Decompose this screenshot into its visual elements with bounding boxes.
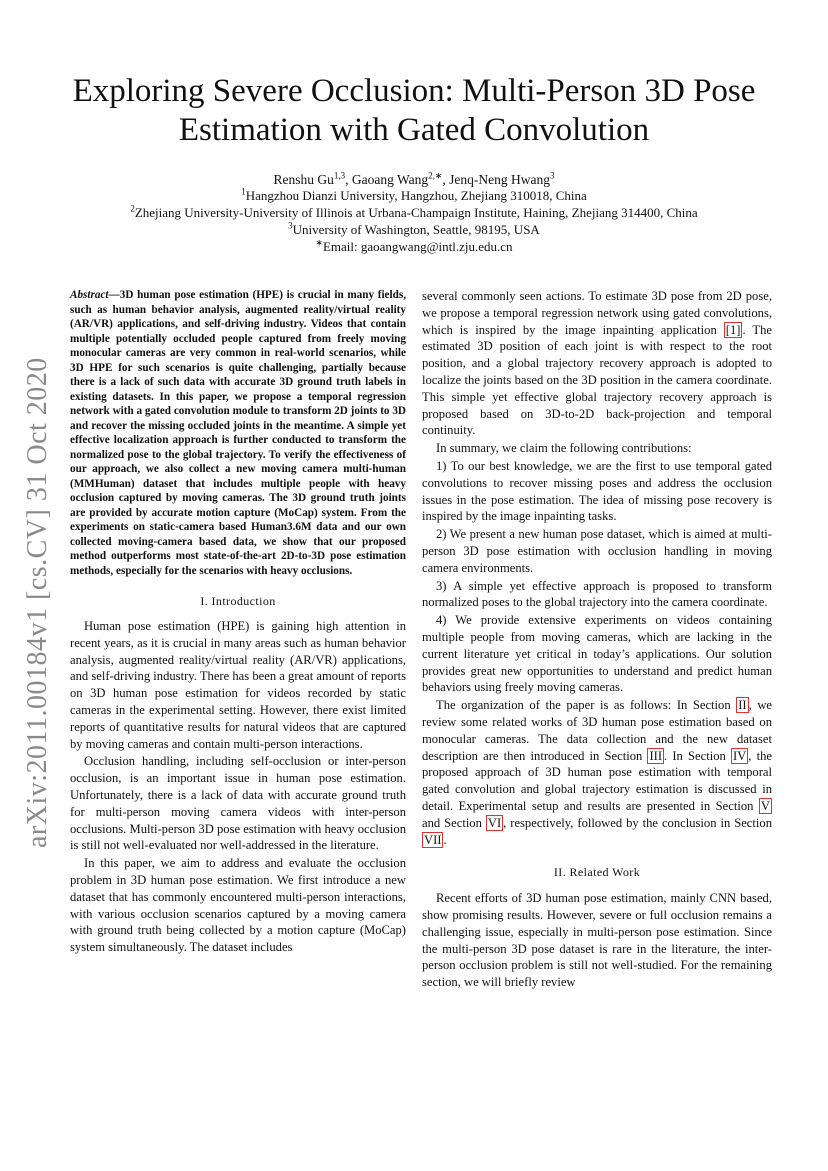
- paragraph-text: The organization of the paper is as follows: In Section: [436, 698, 737, 713]
- affiliation-3-text: University of Washington, Seattle, 98195, USA: [292, 222, 540, 237]
- affiliation-1: [40, 187, 788, 204]
- section-ref-link[interactable]: III: [649, 748, 663, 763]
- author-2-affil: 2,∗: [428, 170, 443, 181]
- title-line-1: Exploring Severe Occlusion: Multi-Person 3D Pose: [72, 73, 756, 109]
- abstract-label: Abstract: [70, 289, 109, 301]
- affiliation-3: [40, 221, 788, 238]
- author-list: Renshu Gu$^{1,3}$, Gaoang Wang$^{2,∗}$, Jenq-Neng Hwang$^3$: [273, 170, 555, 187]
- abstract: [70, 288, 406, 578]
- contribution-4: 4) We provide extensive experiments on videos containing multiple people from moving cameras, which are lacking in the current literature yet critical in today’s applications. Our solution provides great new opportunities to understand and predict human behaviors using freely moving cameras.: [422, 613, 772, 695]
- paragraph-text: , the proposed approach of 3D human pose estimation with temporal gated convolution and global trajectory estimation is discussed in detail. Experimental setup and results are presented in Section: [422, 748, 772, 813]
- left-column: [70, 288, 406, 956]
- citation-link[interactable]: [1]: [725, 322, 741, 337]
- author-2: Gaoang Wang: [351, 172, 429, 187]
- related-work-paragraph-1: Recent efforts of 3D human pose estimation, mainly CNN based, show promising results. However, severe or full occlusion remains a challenging issue, especially in multi-person pose estimation. Since the multi-person 3D pose dataset is rare in the literature, the inter-person occlusion problem is still not well-studied. For the remaining section, we will briefly review: [422, 891, 772, 990]
- paper-title: [40, 72, 788, 150]
- author-1-affil: 1,3: [333, 170, 346, 181]
- contribution-3: 3) A simple yet effective approach is proposed to transform normalized poses to the global trajectory into the camera coordinate.: [422, 578, 772, 610]
- email-text: Email: gaoangwang@intl.zju.edu.cn: [322, 239, 513, 254]
- affiliation-2: [40, 204, 788, 221]
- contributions-intro: In summary, we claim the following contributions:: [436, 441, 692, 456]
- affiliation-2-marker: 2: [130, 203, 135, 214]
- right-column: [422, 288, 772, 991]
- section-heading-introduction: I. Introduction: [200, 594, 276, 608]
- section-heading-related-work: II. Related Work: [553, 865, 641, 880]
- arxiv-side-label: arXiv:2011.00184v1 [cs.CV] 31 Oct 2020: [22, 357, 53, 848]
- author-3: Jenq-Neng Hwang: [449, 172, 551, 187]
- author-3-affil: 3: [550, 170, 555, 181]
- intro-paragraph-2: Occlusion handling, including self-occlusion or inter-person occlusion, is an important issue in human pose estimation. Unfortunately, there is a lack of data with accurate ground truth for multi-person moving camera videos with inter-person occlusions. Multi-person 3D pose estimation with heavy occlusion is still not well-evaluated nor well-addressed in the literature.: [70, 754, 406, 853]
- paragraph-text: , we review some related works of 3D human pose estimation based on monocular cameras. The data collection and the new dataset description are then introduced in Section: [422, 698, 773, 763]
- paragraph-text: .: [443, 832, 447, 847]
- intro-paragraph-4: [422, 288, 772, 439]
- intro-paragraph-1: Human pose estimation (HPE) is gaining high attention in recent years, as it is crucial in many areas such as human behavior analysis, augmented reality/virtual reality (AR/VR) applications, and self-driving industry. There has been a great amount of reports on 3D human pose estimation for videos recorded by static cameras in the experimental setting. However, there exist limited reports of quantitative results for natural videos that are captured by moving cameras and contain multi-person interactions.: [70, 619, 406, 751]
- email-marker: ∗: [315, 237, 323, 248]
- affiliation-3-marker: 3: [288, 220, 293, 231]
- paragraph-text: and Section: [422, 815, 486, 830]
- contribution-1: 1) To our best knowledge, we are the first to use temporal gated convolutions to recover missing poses and address the occlusion issues in the pose estimation. The idea of missing pose recovery is inspired by the image inpainting tasks.: [422, 458, 772, 524]
- section-ref-link[interactable]: VII: [424, 832, 442, 847]
- intro-paragraph-3: In this paper, we aim to address and evaluate the occlusion problem in 3D human pose estimation. We first introduce a new dataset that has commonly encountered multi-person interactions, with various occlusion scenarios captured by a moving camera with ground truth being collected by a motion capture (MoCap) system simultaneously. The dataset includes: [70, 856, 406, 955]
- paragraph-text: . In Section: [664, 748, 731, 763]
- affiliation-1-marker: 1: [241, 186, 246, 197]
- section-ref-link[interactable]: V: [760, 798, 770, 813]
- affiliation-2-text: Zhejiang University-University of Illinois at Urbana-Champaign Institute, Haining, Zhejiang 314400, China: [134, 205, 698, 220]
- paragraph-text: several commonly seen actions. To estimate 3D pose from 2D pose, we propose a temporal regression network using gated convolutions, which is inspired by the image inpainting application: [422, 289, 772, 337]
- affiliation-1-text: Hangzhou Dianzi University, Hangzhou, Zhejiang 310018, China: [245, 188, 587, 203]
- author-1: Renshu Gu: [273, 172, 334, 187]
- contribution-2: 2) We present a new human pose dataset, which is aimed at multi-person 3D pose estimation with occlusion handling in moving camera environments.: [422, 527, 772, 575]
- contact-email: [40, 238, 788, 255]
- title-line-2: Estimation with Gated Convolution: [178, 112, 650, 148]
- section-ref-link[interactable]: IV: [732, 748, 747, 763]
- paragraph-text: , respectively, followed by the conclusion in Section: [503, 815, 772, 830]
- section-ref-link[interactable]: VI: [487, 815, 502, 830]
- section-ref-link[interactable]: II: [738, 698, 747, 713]
- paragraph-text: . The estimated 3D position of each joint is with respect to the root position, and a global trajectory recovery approach is adopted to localize the joints based on the 3D position in the camera coordinate. This simple yet effective global trajectory recovery approach is proposed based on 3D-to-2D back-projection and temporal continuity.: [422, 322, 772, 438]
- abstract-text: —3D human pose estimation (HPE) is crucial in many fields, such as human behavior analysis, augmented reality/virtual reality (AR/VR) applications, and self-driving industry. Videos that contain multiple potentially occluded people captured from freely moving monocular cameras are very common in real-world scenarios, while 3D HPE for such scenarios is quite challenging, partially because there is a lack of such data with accurate 3D ground truth labels in existing datasets. In this paper, we propose a temporal regression network with a gated convolution module to transform 2D joints to 3D and recover the missing occluded joints in the meantime. A simple yet effective localization approach is further conducted to transform the normalized pose to the global trajectory. To verify the effectiveness of our approach, we also collect a new moving camera multi-human (MMHuman) dataset that includes multiple people with heavy occlusion captured by moving cameras. The 3D ground truth joints are provided by accurate motion capture (MoCap) system. From the experiments on static-camera based Human3.6M data and our own collected moving-camera based data, we show that our proposed method outperforms most state-of-the-art 2D-to-3D pose estimation methods, especially for the scenarios with heavy occlusions.: [70, 289, 406, 577]
- organization-paragraph: [422, 697, 772, 848]
